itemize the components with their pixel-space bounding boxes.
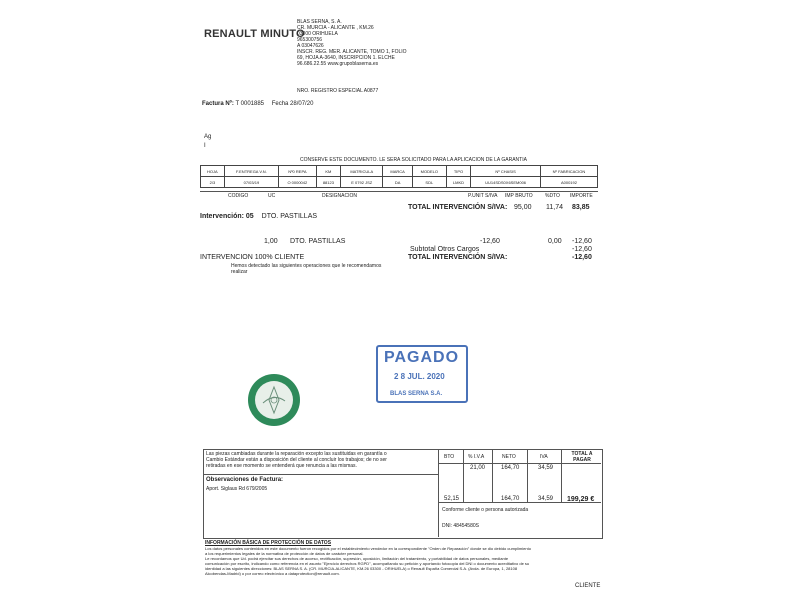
col-km: KM (316, 166, 340, 177)
subtotal-value: -12,60 (572, 246, 592, 253)
lines-header-designacion: DESIGNACION (322, 193, 358, 199)
total-dto: 11,74 (546, 204, 563, 211)
company-line: A 03047626 (297, 43, 324, 49)
client-note-title: INTERVENCION 100% CLIENTE (200, 254, 305, 261)
privacy-line: Los datos personales contenidos en este documento fueron recogidos por el establecimiento vendedor en la correspondiente "Orden de Reparación" donde se dio debido cumplimiento (205, 546, 531, 551)
tax-header-bto: BTO (444, 454, 455, 460)
tax-bto-total: 52,15 (444, 496, 460, 502)
lines-header-uc: UC (268, 193, 276, 199)
paid-stamp (376, 345, 468, 403)
invoice-number: T 0001885 (235, 101, 265, 107)
company-line: 965300756 (297, 37, 323, 43)
cell-matricula: E 0792 JSZ (341, 177, 383, 188)
cell-modelo: SDL (412, 177, 446, 188)
col-tipo: TIPO (446, 166, 470, 177)
company-line: 69, HOJA A-3640, INSCRIPCION 1. ELCHE (297, 55, 395, 61)
intervention-heading (200, 213, 317, 221)
client-note-text: realizar (231, 269, 248, 275)
lines-header-codigo: CODIGO (228, 193, 249, 199)
col-fabricacion: Nº FABRICACION (540, 166, 597, 177)
company-address (297, 19, 457, 67)
company-logo: RENAULT MINUTO (204, 28, 305, 40)
total-2-label: TOTAL INTERVENCIÓN S/IVA: (408, 254, 508, 261)
invoice-number-label: Factura Nº: (202, 101, 234, 107)
col-repa: Nº0 REPA (279, 166, 317, 177)
tax-iva: 34,59 (538, 465, 554, 471)
intervention-label: Intervención: (200, 213, 244, 220)
total-intervention-label: TOTAL INTERVENCIÓN S/IVA: (408, 204, 508, 211)
cell-tipo: LMKD (446, 177, 470, 188)
privacy-line: Le recordamos que Ud. podrá ejercitar sus derechos de acceso, rectificación, supresión, oposición, limitación del tratamiento, y portabilidad de datos personales, mediante (205, 556, 509, 561)
total-importe: 83,85 (572, 204, 590, 211)
lines-header-importe: IMPORTE (570, 193, 593, 199)
observations-title: Observaciones de Factura: (206, 477, 284, 483)
invoice-date: Fecha 28/07/20 (271, 101, 314, 107)
tax-iva-total: 34,59 (538, 496, 554, 502)
company-line: 96.686.22.55 www.grupoblaserna.es (297, 61, 379, 67)
privacy-title: INFORMACIÓN BÁSICA DE PROTECCIÓN DE DATOS (205, 540, 332, 546)
intervention-number: 05 (245, 213, 254, 220)
col-entrega: F.ENTREGA V.N. (224, 166, 278, 177)
registry-number: NRO. REGISTRO ESPECIAL A0877 (297, 88, 379, 94)
privacy-text (205, 546, 603, 576)
warranty-notice: CONSERVE ESTE DOCUMENTO. LE SERA SOLICITADO PARA LA APLICACION DE LA GARANTIA (300, 157, 527, 163)
intervention-title: DTO. PASTILLAS (261, 213, 318, 220)
paid-stamp-date: 2 8 JUL. 2020 (394, 372, 445, 381)
total-to-pay: 199,29 € (567, 496, 595, 503)
tax-col-divider (527, 449, 528, 502)
client-note-text: Hemos detectado las siguientes operaciones que le recomendamos (231, 263, 382, 269)
divider (200, 191, 598, 192)
cell-fabricacion: A000192 (540, 177, 597, 188)
client-copy-label: CLIENTE (575, 583, 601, 589)
line-importe: -12,60 (572, 238, 592, 245)
tax-col-divider (463, 449, 464, 502)
seal-emblem-icon (255, 381, 293, 419)
col-hoja: HOJA (201, 166, 225, 177)
line-qty: 1,00 (264, 238, 278, 245)
vehicle-table-row (201, 177, 598, 188)
lines-header-bruto: IMP BRUTO (505, 193, 533, 199)
tax-neto-total: 164,70 (501, 496, 520, 502)
total-bruto: 95,00 (514, 204, 532, 211)
pieces-text: Las piezas cambiadas durante la reparación excepto las sustituidas en garantía o (206, 451, 387, 457)
tax-header-iva-pct: % I.V.A (468, 454, 485, 460)
privacy-line: a los requerimientos legales de la normativa de protección de datos de carácter personal. (205, 551, 364, 556)
pieces-text: Cambio Estándar están a disposición del cliente al concluir los trabajos; de no ser (206, 457, 387, 463)
cell-repa: O 0000042 (279, 177, 317, 188)
tax-header-total: TOTAL A PAGAR (571, 451, 593, 463)
pieces-text: retiradas en ese momento se entenderá que renuncia a las mismas. (206, 463, 357, 469)
tax-header-neto: NETO (502, 454, 516, 460)
col-matricula: MATRICULA (341, 166, 383, 177)
tax-col-divider (492, 449, 493, 502)
cell-km: 88123 (316, 177, 340, 188)
pieces-notice (206, 451, 436, 469)
vehicle-table-header (201, 166, 598, 177)
company-line: BLAS SERNA, S. A. (297, 19, 342, 25)
paid-stamp-word: PAGADO (384, 349, 460, 366)
round-seal-icon (248, 374, 300, 426)
cell-chasis: UU14SDS0X6SEM006 (471, 177, 541, 188)
company-line: INSCR. REG. MER. ALICANTE, TOMO 1, FOLIO (297, 49, 407, 55)
line-desc: DTO. PASTILLAS (290, 238, 346, 245)
tax-neto: 164,70 (501, 465, 520, 471)
col-chasis: Nº CHASIS (471, 166, 541, 177)
client-name: Ag (204, 134, 212, 140)
privacy-line: identidad a las siguientes direcciones: BLAS SERNA S. A. (CR. MURCIA-ALICANTE, KM.26 03300 - ORIHUELA) o Renault España Comercial S.A. (Avda. de Europa, 1, 28108 (205, 566, 518, 571)
total-2-value: -12,60 (572, 254, 592, 261)
conforme-label: Conforme cliente o persona autorizada (442, 507, 529, 513)
observations-text: Aport. Siglaus Rd 679/2005 (206, 486, 268, 492)
lines-header-dto: %DTO (545, 193, 560, 199)
line-punit: -12,60 (480, 238, 500, 245)
dni-label: DNI: 48454580S (442, 523, 479, 529)
cell-hoja: 2/3 (201, 177, 225, 188)
cell-marca: DA (383, 177, 413, 188)
paid-stamp-name: BLAS SERNA S.A. (390, 391, 443, 397)
client-address: I (204, 143, 206, 149)
col-modelo: MODELO (412, 166, 446, 177)
privacy-line: Alcobendas-Madrid) o por correo electrónico a dataprotection@renault.com. (205, 571, 340, 576)
company-line: CR. MURCIA - ALICANTE , KM.26 (297, 25, 374, 31)
seal-inner (255, 381, 293, 419)
privacy-line: comunicación por escrito, indicando como referencia en el asunto "Ejercicio derechos RGPD", acompañando su petición y aportando fotocopia del DNI o documento acreditativo de su (205, 561, 530, 566)
lines-header-punit: P.UNIT S/IVA (468, 193, 498, 199)
company-line: 03300 ORIHUELA (297, 31, 338, 37)
invoice-header (202, 101, 313, 108)
col-marca: MARCA (383, 166, 413, 177)
vehicle-table (200, 165, 598, 188)
line-dto: 0,00 (548, 238, 562, 245)
footer-divider (203, 474, 438, 475)
cell-entrega: 07/03/19 (224, 177, 278, 188)
tax-col-divider (561, 449, 562, 502)
tax-header-iva: IVA (540, 454, 548, 460)
tax-iva-pct: 21,00 (470, 465, 486, 471)
subtotal-label: Subtotal Otros Cargos (410, 246, 480, 253)
